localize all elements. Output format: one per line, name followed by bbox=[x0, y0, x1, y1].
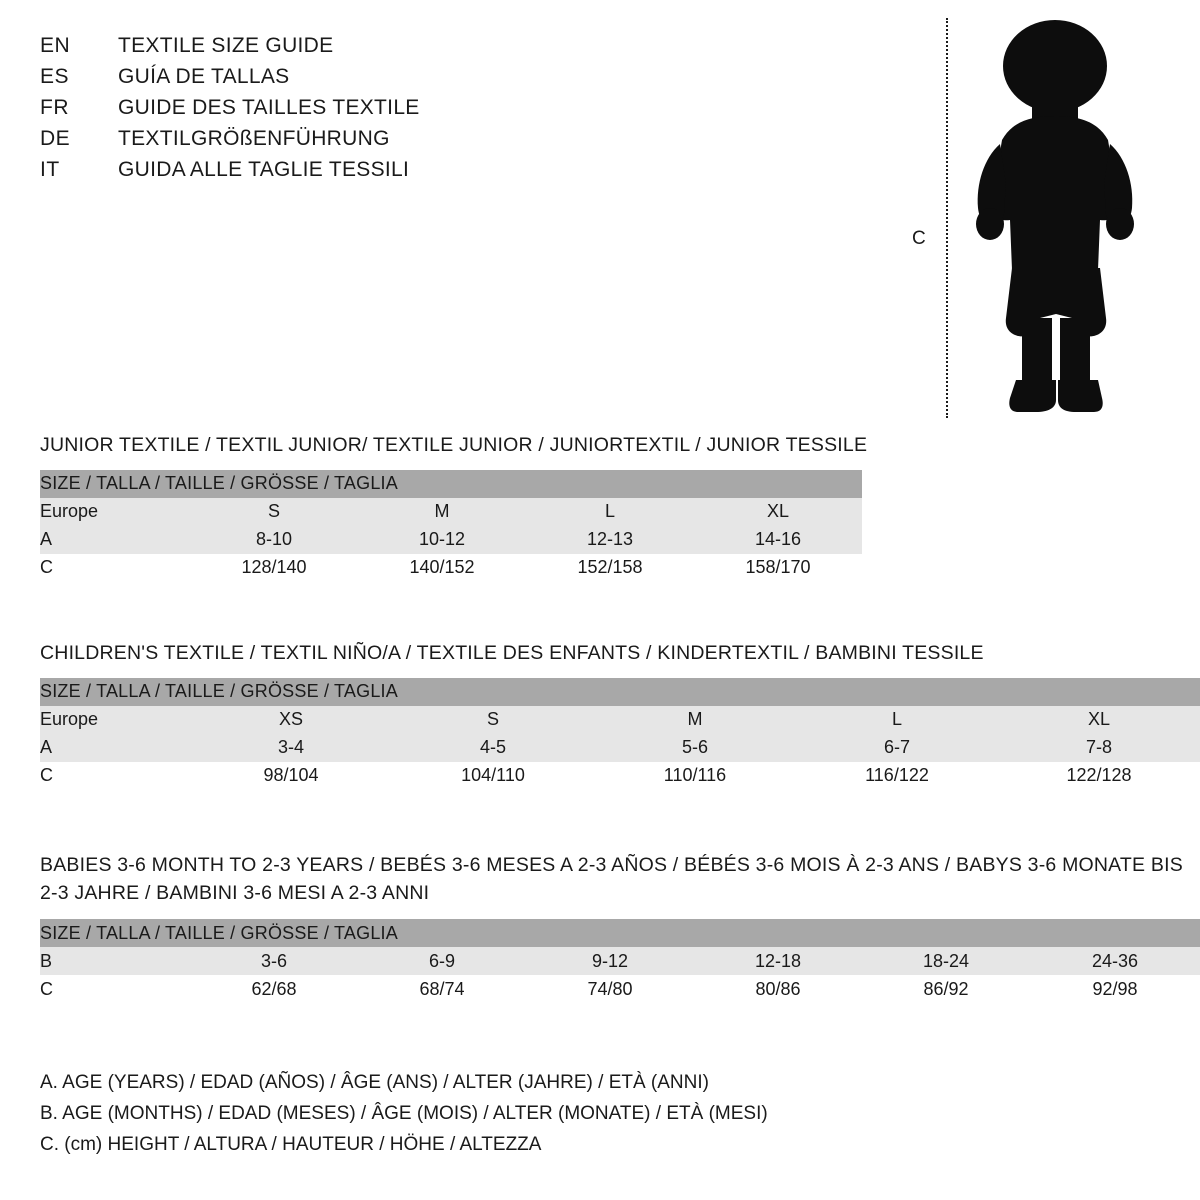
section-title: JUNIOR TEXTILE / TEXTIL JUNIOR/ TEXTILE JUNIOR / JUNIORTEXTIL / JUNIOR TESSILE bbox=[40, 434, 868, 456]
band-label: SIZE / TALLA / TAILLE / GRÖSSE / TAGLIA bbox=[40, 470, 862, 498]
band-label: SIZE / TALLA / TAILLE / GRÖSSE / TAGLIA bbox=[40, 678, 1200, 706]
table-cell: L bbox=[796, 706, 998, 734]
table-band-header-row bbox=[40, 919, 1200, 947]
language-row bbox=[40, 158, 600, 189]
language-code: EN bbox=[40, 34, 71, 57]
section-babies bbox=[40, 852, 1200, 1003]
row-label: Europe bbox=[40, 706, 190, 734]
table-cell: 14-16 bbox=[694, 526, 862, 554]
table-cell: 9-12 bbox=[526, 947, 694, 975]
language-row bbox=[40, 65, 600, 96]
table-cell: 152/158 bbox=[526, 554, 694, 582]
table-cell: 7-8 bbox=[998, 734, 1200, 762]
table-row bbox=[40, 498, 862, 526]
junior-size-table bbox=[40, 470, 862, 582]
table-cell: 62/68 bbox=[190, 975, 358, 1003]
legend-item-height: C. (cm) HEIGHT / ALTURA / HAUTEUR / HÖHE / ALTEZZA bbox=[40, 1133, 542, 1155]
table-cell: 86/92 bbox=[862, 975, 1030, 1003]
table-cell: 24-36 bbox=[1030, 947, 1200, 975]
table-row bbox=[40, 526, 862, 554]
section-title: BABIES 3-6 MONTH TO 2-3 YEARS / BEBÉS 3-6 MESES A 2-3 AÑOS / BÉBÉS 3-6 MOIS À 2-3 ANS / BABYS 3-6 MONATE BIS 2-3 JAHRE / BAMBINI 3-6 MESI A 2-3 ANNI bbox=[40, 854, 1183, 904]
language-title: GUIDE DES TAILLES TEXTILE bbox=[118, 96, 420, 119]
table-row bbox=[40, 975, 1200, 1003]
section-junior bbox=[40, 432, 1160, 582]
language-title: GUIDA ALLE TAGLIE TESSILI bbox=[118, 158, 410, 181]
table-cell: 98/104 bbox=[190, 762, 392, 790]
language-title: GUÍA DE TALLAS bbox=[118, 65, 290, 88]
table-cell: 116/122 bbox=[796, 762, 998, 790]
table-cell: 3-4 bbox=[190, 734, 392, 762]
table-row bbox=[40, 947, 1200, 975]
table-cell: 140/152 bbox=[358, 554, 526, 582]
row-label: A bbox=[40, 734, 190, 762]
table-cell: S bbox=[392, 706, 594, 734]
table-row bbox=[40, 762, 1200, 790]
row-label: A bbox=[40, 526, 190, 554]
table-cell: 3-6 bbox=[190, 947, 358, 975]
section-title: CHILDREN'S TEXTILE / TEXTIL NIÑO/A / TEXTILE DES ENFANTS / KINDERTEXTIL / BAMBINI TESSILE bbox=[40, 642, 984, 664]
table-cell: 92/98 bbox=[1030, 975, 1200, 1003]
language-row bbox=[40, 34, 600, 65]
language-row bbox=[40, 127, 600, 158]
table-cell: 4-5 bbox=[392, 734, 594, 762]
child-silhouette-icon bbox=[960, 18, 1150, 418]
table-cell: L bbox=[526, 498, 694, 526]
language-code: FR bbox=[40, 96, 69, 119]
table-cell: 8-10 bbox=[190, 526, 358, 554]
table-cell: 5-6 bbox=[594, 734, 796, 762]
row-label: C bbox=[40, 975, 190, 1003]
table-band-header-row bbox=[40, 678, 1200, 706]
table-cell: 74/80 bbox=[526, 975, 694, 1003]
table-cell: 12-18 bbox=[694, 947, 862, 975]
table-cell: 122/128 bbox=[998, 762, 1200, 790]
language-title: TEXTILE SIZE GUIDE bbox=[118, 34, 334, 57]
row-label: C bbox=[40, 762, 190, 790]
table-cell: 158/170 bbox=[694, 554, 862, 582]
table-cell: 110/116 bbox=[594, 762, 796, 790]
table-band-header-row bbox=[40, 470, 862, 498]
table-cell: 12-13 bbox=[526, 526, 694, 554]
legend-block bbox=[40, 1068, 1140, 1161]
table-row bbox=[40, 734, 1200, 762]
language-title: TEXTILGRÖßENFÜHRUNG bbox=[118, 127, 390, 150]
legend-item-age-years: A. AGE (YEARS) / EDAD (AÑOS) / ÂGE (ANS) / ALTER (JAHRE) / ETÀ (ANNI) bbox=[40, 1072, 709, 1093]
table-cell: M bbox=[594, 706, 796, 734]
table-row bbox=[40, 554, 862, 582]
table-cell: 128/140 bbox=[190, 554, 358, 582]
height-axis-dotted-line bbox=[946, 18, 948, 418]
table-cell: XL bbox=[998, 706, 1200, 734]
table-cell: 18-24 bbox=[862, 947, 1030, 975]
row-label: B bbox=[40, 947, 190, 975]
language-titles-block bbox=[40, 34, 600, 189]
language-code: DE bbox=[40, 127, 71, 150]
table-cell: 68/74 bbox=[358, 975, 526, 1003]
legend-item-age-months: B. AGE (MONTHS) / EDAD (MESES) / ÂGE (MOIS) / ALTER (MONATE) / ETÀ (MESI) bbox=[40, 1102, 768, 1124]
children-size-table bbox=[40, 678, 1200, 790]
row-label: Europe bbox=[40, 498, 190, 526]
height-measure-label: C bbox=[912, 228, 926, 249]
language-code: ES bbox=[40, 65, 70, 88]
table-cell: 104/110 bbox=[392, 762, 594, 790]
language-code: IT bbox=[40, 158, 60, 181]
table-cell: 10-12 bbox=[358, 526, 526, 554]
table-cell: S bbox=[190, 498, 358, 526]
table-row bbox=[40, 706, 1200, 734]
table-cell: 6-9 bbox=[358, 947, 526, 975]
table-cell: M bbox=[358, 498, 526, 526]
table-cell: 6-7 bbox=[796, 734, 998, 762]
height-figure bbox=[900, 10, 1160, 420]
table-cell: 80/86 bbox=[694, 975, 862, 1003]
row-label: C bbox=[40, 554, 190, 582]
language-row bbox=[40, 96, 600, 127]
babies-size-table bbox=[40, 919, 1200, 1003]
table-cell: XS bbox=[190, 706, 392, 734]
section-children bbox=[40, 640, 1200, 790]
table-cell: XL bbox=[694, 498, 862, 526]
band-label: SIZE / TALLA / TAILLE / GRÖSSE / TAGLIA bbox=[40, 919, 1200, 947]
